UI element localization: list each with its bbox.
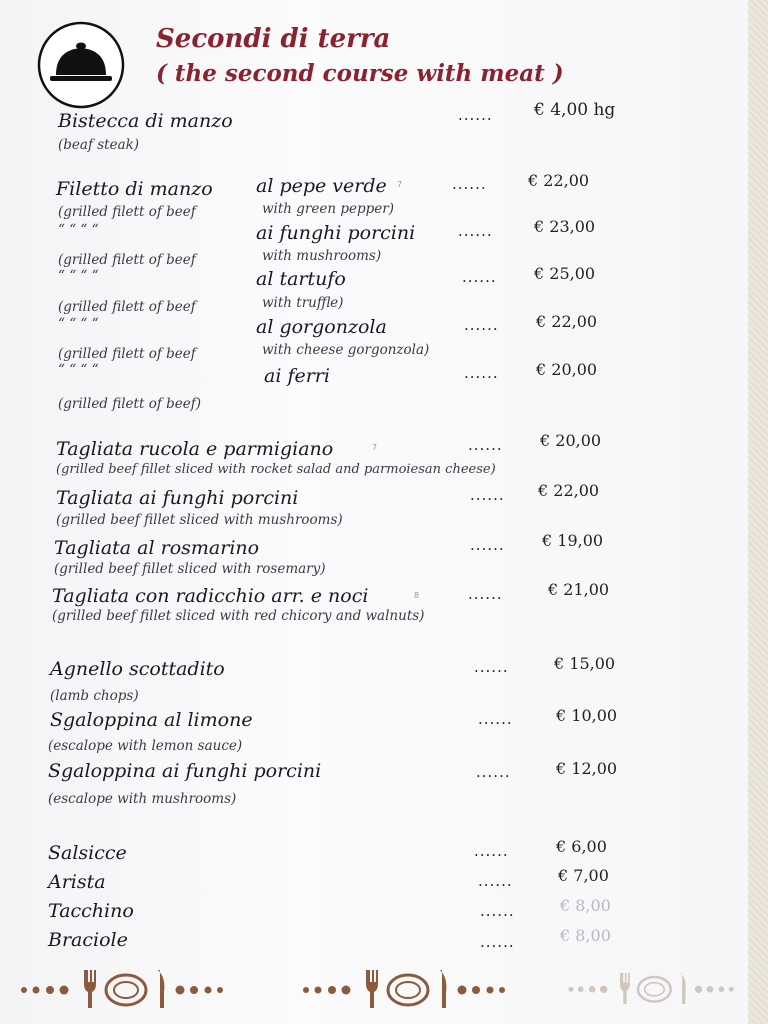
- leader-dots: ......: [464, 364, 499, 382]
- item-name: Bistecca di manzo: [58, 110, 233, 132]
- leader-dots: ......: [462, 268, 497, 286]
- item-price: € 4,00 hg: [534, 100, 616, 120]
- item-name: Sgaloppina al limone: [50, 709, 253, 731]
- item-description: (grilled filett of beef): [58, 396, 201, 412]
- item-price: € 22,00: [536, 312, 598, 331]
- variant-name: al pepe verde: [256, 175, 387, 197]
- item-name: Tagliata al rosmarino: [54, 537, 260, 559]
- item-name: Filetto di manzo: [56, 178, 213, 200]
- item-price: € 22,00: [538, 481, 600, 500]
- leader-dots: ......: [470, 536, 505, 554]
- variant-description: with mushrooms): [262, 248, 382, 264]
- item-price: € 23,00: [534, 217, 596, 236]
- leader-dots: ......: [468, 585, 503, 603]
- leader-dots: ......: [458, 222, 493, 240]
- ditto-marks: “ “ “ “: [58, 268, 99, 284]
- item-price: € 19,00: [542, 531, 604, 550]
- item-price: € 22,00: [528, 171, 590, 190]
- item-description: (escalope with lemon sauce): [48, 738, 243, 754]
- leader-dots: ......: [480, 933, 515, 951]
- item-price: € 6,00: [556, 837, 607, 856]
- leader-dots: ......: [468, 436, 503, 454]
- ditto-marks: “ “ “ “: [58, 316, 99, 332]
- variant-name: al tartufo: [256, 268, 346, 290]
- leader-dots: ......: [464, 316, 499, 334]
- leader-dots: ......: [474, 842, 509, 860]
- item-description: (grilled filett of beef: [58, 346, 196, 362]
- item-description: (lamb chops): [50, 688, 139, 704]
- cutlery-ornament-icon: [566, 958, 746, 1014]
- ditto-marks: “ “ “ “: [58, 222, 99, 238]
- cutlery-ornament-icon: [300, 958, 520, 1014]
- variant-name: ai funghi porcini: [256, 222, 416, 244]
- variant-name: al gorgonzola: [256, 316, 387, 338]
- item-name: Agnello scottadito: [50, 658, 225, 680]
- item-price: € 15,00: [554, 654, 616, 673]
- item-name: Tacchino: [48, 900, 134, 922]
- item-description: (beaf steak): [58, 137, 140, 153]
- item-price: € 20,00: [536, 360, 598, 379]
- leader-dots: ......: [474, 658, 509, 676]
- allergen-note: 7: [372, 443, 378, 452]
- variant-description: with cheese gorgonzola): [262, 342, 430, 358]
- page-title: Secondi di terra: [156, 24, 391, 54]
- leader-dots: ......: [478, 710, 513, 728]
- item-description: (escalope with mushrooms): [48, 791, 237, 807]
- item-name: Arista: [48, 871, 106, 893]
- item-name: Salsicce: [48, 842, 127, 864]
- leader-dots: ......: [478, 872, 513, 890]
- leader-dots: ......: [458, 106, 493, 124]
- leader-dots: ......: [470, 486, 505, 504]
- leader-dots: ......: [480, 902, 515, 920]
- item-description: (grilled beef fillet sliced with red chicory and walnuts): [52, 608, 425, 624]
- item-price: € 25,00: [534, 264, 596, 283]
- item-description: (grilled beef fillet sliced with mushrooms): [56, 512, 343, 528]
- item-description: (grilled beef fillet sliced with rocket salad and parmoiesan cheese): [56, 462, 496, 477]
- variant-name: ai ferri: [264, 365, 330, 387]
- item-price: € 20,00: [540, 431, 602, 450]
- item-price: € 21,00: [548, 580, 610, 599]
- item-description: (grilled beef fillet sliced with rosemary): [54, 561, 326, 577]
- item-name: Sgaloppina ai funghi porcini: [48, 760, 322, 782]
- variant-description: with truffle): [262, 295, 344, 311]
- cutlery-ornament-icon: [18, 958, 238, 1014]
- allergen-note: 8: [414, 591, 420, 600]
- leader-dots: ......: [452, 175, 487, 193]
- variant-description: with green pepper): [262, 201, 394, 217]
- leader-dots: ......: [476, 763, 511, 781]
- item-name: Tagliata con radicchio arr. e noci: [52, 585, 369, 607]
- page-subtitle: ( the second course with meat ): [156, 60, 564, 87]
- item-name: Tagliata rucola e parmigiano: [56, 438, 334, 460]
- item-price: € 7,00: [558, 866, 609, 885]
- item-description: (grilled filett of beef: [58, 204, 196, 220]
- item-price: € 8,00: [560, 896, 611, 915]
- item-price: € 12,00: [556, 759, 618, 778]
- cloche-icon: [36, 20, 126, 110]
- paper-edge: [748, 0, 768, 1024]
- item-price: € 10,00: [556, 706, 618, 725]
- allergen-note: 7: [397, 180, 403, 189]
- ditto-marks: “ “ “ “: [58, 362, 99, 378]
- item-description: (grilled filett of beef: [58, 299, 196, 315]
- item-description: (grilled filett of beef: [58, 252, 196, 268]
- item-name: Braciole: [48, 929, 128, 951]
- item-price: € 8,00: [560, 926, 611, 945]
- item-name: Tagliata ai funghi porcini: [56, 487, 299, 509]
